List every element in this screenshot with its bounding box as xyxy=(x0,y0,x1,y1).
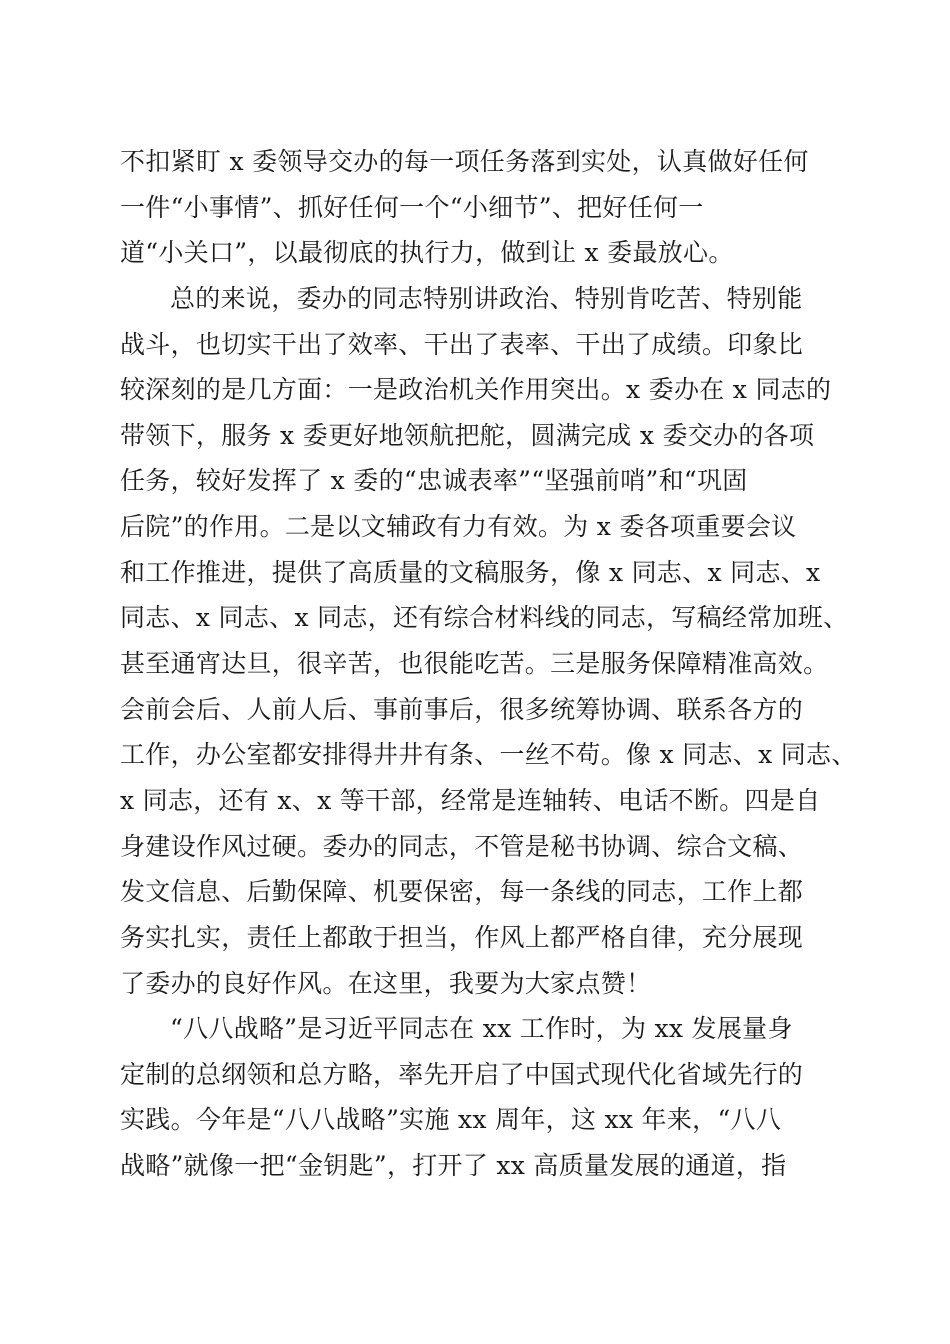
text-line: 定制的总纲领和总方略，率先开启了中国式现代化省域先行的 xyxy=(120,1059,804,1089)
text-line: 了委办的良好作风。在这里，我要为大家点赞！ xyxy=(120,968,652,998)
text-line: 道“小关口”，以最彻底的执行力，做到让 x 委最放心。 xyxy=(120,238,734,268)
text-line: 会前会后、人前人后、事前事后，很多统筹协调、联系各方的 xyxy=(120,694,804,724)
text-line: 工作，办公室都安排得井井有条、一丝不苟。像 x 同志、x 同志、 xyxy=(120,740,857,770)
text-line: 任务，较好发挥了 x 委的“忠诚表率”“坚强前哨”和“巩固 xyxy=(120,466,748,496)
text-line: 战斗，也切实干出了效率、干出了表率、干出了成绩。印象比 xyxy=(120,329,804,359)
text-line: 务实扎实，责任上都敢于担当，作风上都严格自律，充分展现 xyxy=(120,922,804,952)
document-body xyxy=(120,139,857,1189)
text-line: 同志、x 同志、x 同志，还有综合材料线的同志，写稿经常加班、 xyxy=(120,603,849,633)
text-line: 实践。今年是“八八战略”实施 xx 周年，这 xx 年来，“八八 xyxy=(120,1105,782,1135)
text-line: x 同志，还有 x、x 等干部，经常是连轴转、电话不断。四是自 xyxy=(120,785,821,815)
paragraph-start-line: 总的来说，委办的同志特别讲政治、特别肯吃苦、特别能 xyxy=(170,283,803,313)
text-line: 一件“小事情”、抓好任何一个“小细节”、把好任何一 xyxy=(120,192,704,222)
text-line: 较深刻的是几方面：一是政治机关作用突出。x 委办在 x 同志的 xyxy=(120,375,832,405)
text-line: 不扣紧盯 x 委领导交办的每一项任务落到实处，认真做好任何 xyxy=(120,147,809,176)
text-line: 后院”的作用。二是以文辅政有力有效。为 x 委各项重要会议 xyxy=(120,512,797,542)
text-line: 甚至通宵达旦，很辛苦，也很能吃苦。三是服务保障精准高效。 xyxy=(120,649,829,679)
text-line: 发文信息、后勤保障、机要保密，每一条线的同志，工作上都 xyxy=(120,877,804,907)
paragraph-start-line: “八八战略”是习近平同志在 xx 工作时，为 xx 发展量身 xyxy=(170,1014,793,1044)
text-line: 和工作推进，提供了高质量的文稿服务，像 x 同志、x 同志、x xyxy=(120,557,821,587)
text-line: 战略”就像一把“金钥匙”，打开了 xx 高质量发展的通道，指 xyxy=(120,1151,787,1181)
text-line: 身建设作风过硬。委办的同志，不管是秘书协调、综合文稿、 xyxy=(120,831,804,861)
text-line: 带领下，服务 x 委更好地领航把舵，圆满完成 x 委交办的各项 xyxy=(120,420,815,450)
